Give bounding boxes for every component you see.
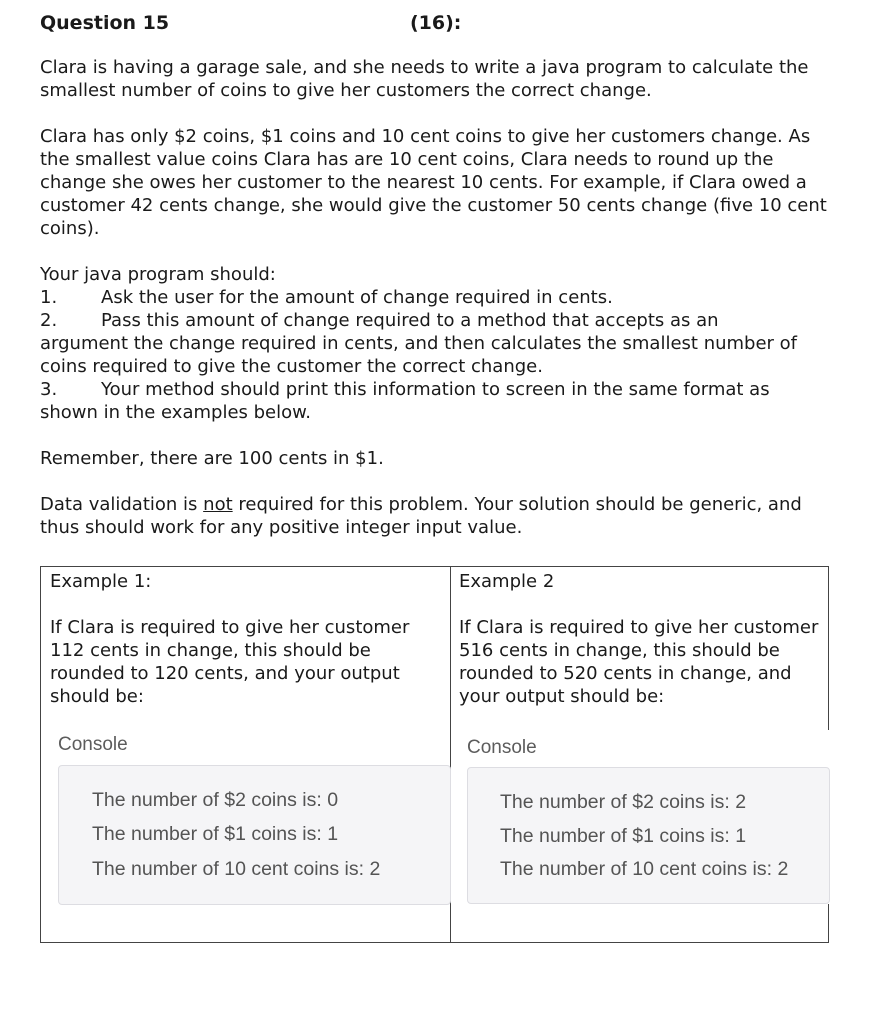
coins-paragraph: Clara has only $2 coins, $1 coins and 10 cent coins to give her customers change. As the smallest value coins Clara has are 10 cent coins, Clara needs to round up the change she owes her customer to the nearest 10 cents. For example, if Clara owed a customer 42 cents change, she would give the customer 50 cents change (five 10 cent coins).: [40, 126, 827, 239]
example-1-console-label: Console: [58, 734, 128, 755]
example-2-console-line-3: The number of 10 cent coins is: 2: [500, 858, 789, 880]
example-2-console-line-1: The number of $2 coins is: 2: [500, 791, 747, 813]
example-1-text: If Clara is required to give her customer 112 cents in change, this should be rounded to 120 cents, and your output should be:: [50, 617, 410, 707]
question-number: Question 15: [40, 12, 170, 34]
validation-paragraph: [40, 493, 840, 539]
example-1-title: Example 1:: [50, 571, 152, 592]
example-1-cell: [41, 567, 451, 942]
validation-text-post: required for this problem. Your solution should be generic, and thus should work for any positive integer input value.: [40, 494, 802, 538]
step-3: [40, 378, 840, 401]
step-2-number: 2.: [40, 310, 58, 331]
question-marks: (16):: [410, 12, 462, 34]
example-1-console-line-2: The number of $1 coins is: 1: [92, 823, 339, 845]
example-2-cell: [451, 567, 828, 942]
example-1-console-line-3: The number of 10 cent coins is: 2: [92, 858, 381, 880]
example-2-console-line-2: The number of $1 coins is: 1: [500, 825, 747, 847]
step-1-number: 1.: [40, 287, 58, 308]
question-document: [40, 10, 840, 539]
example-1-console-line-1: The number of $2 coins is: 0: [92, 789, 339, 811]
question-header: [40, 10, 840, 40]
step-2-text-a: Pass this amount of change required to a method that accepts as an: [101, 310, 719, 331]
program-requirements: [40, 263, 840, 424]
step-3-number: 3.: [40, 379, 58, 400]
example-2-title: Example 2: [459, 571, 555, 592]
step-3-text-b: shown in the examples below.: [40, 402, 311, 423]
intro-paragraph: Clara is having a garage sale, and she needs to write a java program to calculate the smallest number of coins to give her customers the correct change.: [40, 57, 809, 101]
step-3-text-a: Your method should print this information to screen in the same format as: [101, 379, 770, 400]
remember-paragraph: Remember, there are 100 cents in $1.: [40, 448, 384, 469]
examples-table: [40, 566, 829, 943]
validation-underlined: not: [203, 494, 233, 515]
validation-text-pre: Data validation is: [40, 494, 204, 515]
step-2: [40, 309, 840, 332]
step-2-text-b: argument the change required in cents, and then calculates the smallest number of coins required to give the customer the correct change.: [40, 333, 798, 377]
example-2-text: If Clara is required to give her customer 516 cents in change, this should be rounded to 520 cents in change, and your output should be:: [459, 617, 819, 707]
program-intro: Your java program should:: [40, 264, 276, 285]
example-2-console-label: Console: [467, 737, 537, 758]
step-1-text: Ask the user for the amount of change required in cents.: [101, 287, 613, 308]
step-1: [40, 286, 840, 309]
